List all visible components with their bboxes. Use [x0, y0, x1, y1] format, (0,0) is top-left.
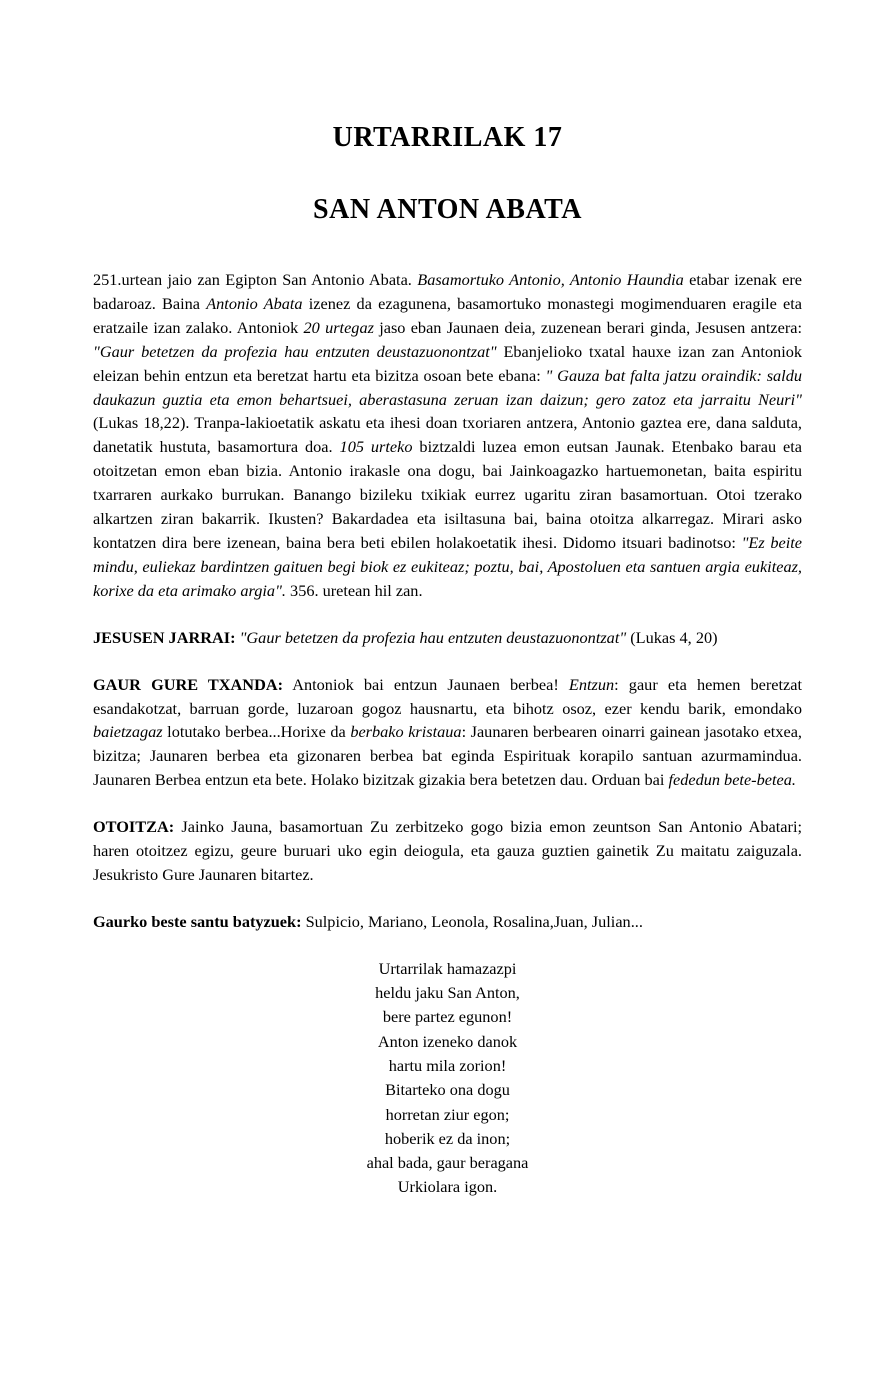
prayer-text: Jainko Jauna, basamortuan Zu zerbitzeko gogo bizia emon zeuntson San Antonio Abatari; haren otoitzez egizu, geure buruari uko egin deiogula, eta gauza guztien gainetik Zu maitatu zaiguzala. Jesukristo Gure Jaunaren bitartez.	[93, 817, 802, 884]
poem-line: bere partez egunon!	[382, 1007, 513, 1027]
poem-line: hartu mila zorion!	[388, 1055, 507, 1075]
poem-line: Urkiolara igon.	[397, 1177, 498, 1197]
bio-italic: Basamortuko Antonio, Antonio Haundia	[417, 270, 684, 289]
saint-heading: SAN ANTON ABATA	[313, 194, 582, 225]
section-italic: fededun bete-betea.	[668, 770, 796, 790]
bio-text: izenez da ezagunena, basamortuko monastegi mogimenduaren eragile eta eratzaile izan zalako. Antoniok	[93, 293, 802, 337]
document-body	[93, 268, 802, 1200]
section-label: JESUSEN JARRAI:	[93, 627, 236, 647]
section-text: : gaur eta hemen beretzat esandakotzat, barruan gorde, luzaroan gogoz hausnartu, eta bihotz osoz, ezer kendu barik, emondako	[93, 674, 803, 718]
bio-italic: 105 urteko	[339, 437, 413, 457]
section-text: : Jaunaren berbearen oinarri gainean jasotako etxea, bizitza; Jaunaren berbea eta gizonaren berbea bat eginda Espirituak korapilo santuan azurmamindua. Jaunaren Berbea entzun eta bete. Holako bizitzak gizakia bera betetzen dau. Orduan bai	[93, 722, 802, 790]
section-italic: Entzun	[568, 674, 615, 694]
section-italic: baietzagaz	[93, 722, 163, 742]
bio-italic: Antonio Abata	[206, 293, 303, 313]
biography-paragraph	[93, 268, 802, 603]
bio-text: jaso eban Jaunaen deia, zuzenean berari ginda, Jesusen antzera:	[373, 317, 803, 337]
bio-text: biztzaldi luzea emon eutsan Jaunak. Etenbako barau eta otoitzetan emon eban bizia. Antonio irakasle ona dogu, bai Jainkoagazko hartuemonetan, baita espiritu txarraren aurkako burrukan. Banango bizileku txikiak eurrez ugaritu ziran basamortuan. Otoi tzerako alkartzen ziran bakarrik. Ikusten? Bakardadea eta isiltasuna bai, baina otoitza alkarregaz. Mirari asko kontatzen dira bere izenean, baina bera beti ebilen holakoetatik ihesi. Didomo itsuari badinotso:	[93, 437, 802, 552]
gospel-reference: (Lukas 4, 20)	[626, 627, 718, 647]
section-label: GAUR GURE TXANDA:	[93, 674, 284, 694]
section-text: Antoniok bai entzun Jaunaen berbea!	[283, 674, 569, 694]
poem-line: Anton izeneko danok	[377, 1031, 518, 1051]
bio-italic: 20 urtegaz	[303, 317, 374, 337]
gospel-quote: "Gaur betetzen da profezia hau entzuten deustazuonontzat"	[239, 627, 627, 647]
bio-quote: "Ez beite mindu, euliekaz bardintzen gaituen begi biok ez eukiteaz; poztu, bai, Apostoluen eta santuen argia eukiteaz, korixe da eta arimako argia".	[93, 532, 802, 600]
poem	[93, 957, 802, 1200]
saints-list: Sulpicio, Mariano, Leonola, Rosalina,Juan, Julian...	[301, 911, 643, 931]
section-label: OTOITZA:	[93, 817, 175, 837]
jesusen-jarrai-section	[93, 626, 802, 650]
poem-line: Bitarteko ona dogu	[385, 1080, 510, 1100]
poem-line: horretan ziur egon;	[385, 1104, 510, 1124]
other-saints-section	[93, 910, 802, 934]
section-italic: berbako kristaua	[350, 722, 462, 742]
bio-text: Ebanjelioko txatal hauxe izan zan Antoniok eleizan behin entzun eta beretzat hartu eta bizitza osoan bete ebana:	[93, 341, 802, 385]
bio-text: 356. uretean hil zan.	[285, 580, 423, 600]
bio-text: etabar izenak ere badaroaz. Baina	[93, 270, 802, 313]
section-text: lotutako berbea...Horixe da	[162, 722, 351, 742]
section-label: Gaurko beste santu batyzuek:	[93, 911, 302, 931]
bio-quote: " Gauza bat falta jatzu oraindik: saldu daukazun guztia eta emon behartsuei, aberastasuna zeruan izan daizun; gero zatoz eta jarraitu Neuri"	[93, 365, 802, 409]
gaur-gure-txanda-section	[93, 673, 802, 793]
bio-text: (Lukas 18,22). Tranpa-lakioetatik askatu eta ihesi doan txoriaren antzera, Antonio gaztea ere, dana salduta, danetatik hustuta, basamortura doa.	[93, 413, 802, 457]
poem-line: hoberik ez da inon;	[384, 1128, 511, 1148]
bio-quote: "Gaur betetzen da profezia hau entzuten deustazuonontzat"	[93, 341, 497, 361]
otoitza-section	[93, 815, 802, 887]
poem-line: heldu jaku San Anton,	[375, 983, 520, 1003]
poem-line: Urtarrilak hamazazpi	[378, 958, 517, 978]
poem-line: ahal bada, gaur beragana	[366, 1153, 529, 1173]
date-heading: URTARRILAK 17	[332, 122, 563, 153]
bio-text: 251.urtean jaio zan Egipton San Antonio Abata.	[93, 270, 418, 289]
